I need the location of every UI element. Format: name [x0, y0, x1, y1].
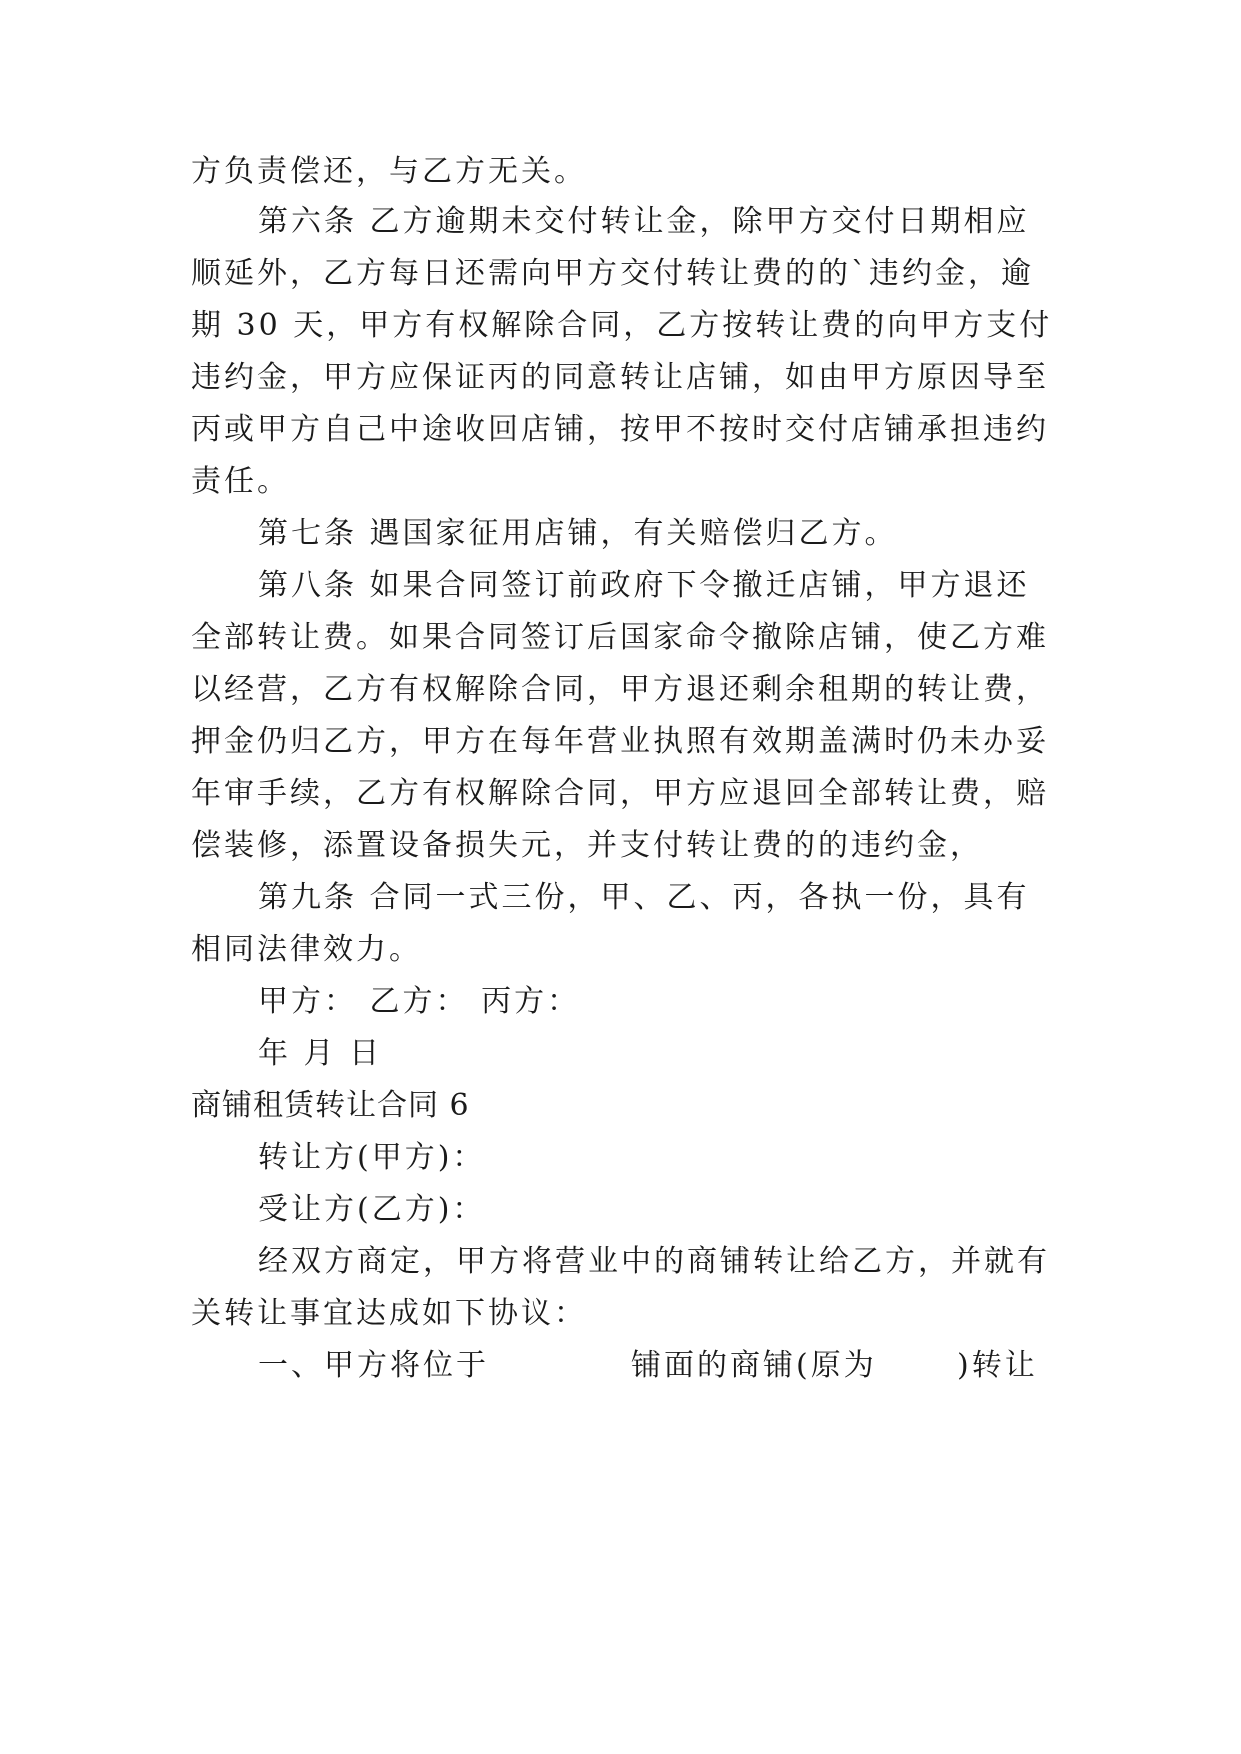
text-line: 押金仍归乙方，甲方在每年营业执照有效期盖满时仍未办妥	[191, 724, 1049, 759]
text-line: 违约金，甲方应保证丙的同意转让店铺，如由甲方原因导至	[191, 360, 1049, 395]
article-6-heading-line: 第六条 乙方逾期未交付转让金，除甲方交付日期相应	[258, 204, 1030, 239]
text-line: 顺延外，乙方每日还需向甲方交付转让费的的`违约金，逾	[191, 256, 1034, 291]
article-8-heading-line: 第八条 如果合同签订前政府下令撤迁店铺，甲方退还	[258, 568, 1030, 603]
transferee-line: 受让方(乙方)：	[258, 1192, 486, 1227]
article-9-heading-line: 第九条 合同一式三份，甲、乙、丙，各执一份，具有	[258, 880, 1030, 915]
text-line: 相同法律效力。	[191, 932, 422, 967]
clause-1-start: 一、甲方将位于	[258, 1348, 489, 1383]
text-line: 方负责偿还，与乙方无关。	[191, 154, 587, 189]
agreement-intro-line: 经双方商定，甲方将营业中的商铺转让给乙方，并就有	[258, 1244, 1050, 1279]
text-line: 年审手续，乙方有权解除合同，甲方应退回全部转让费，赔	[191, 776, 1049, 811]
text-line: 期 30 天，甲方有权解除合同，乙方按转让费的向甲方支付	[191, 308, 1053, 343]
clause-1-middle: 铺面的商铺(原为	[631, 1348, 877, 1383]
contract-title: 商铺租赁转让合同 6	[191, 1088, 470, 1123]
article-7-line: 第七条 遇国家征用店铺，有关赔偿归乙方。	[258, 516, 898, 551]
text-line: 全部转让费。如果合同签订后国家命令撤除店铺，使乙方难	[191, 620, 1049, 655]
text-line: 以经营，乙方有权解除合同，甲方退还剩余租期的转让费，	[191, 672, 1049, 707]
text-line: 偿装修，添置设备损失元，并支付转让费的的违约金，	[191, 828, 983, 863]
signature-date-line: 年 月 日	[258, 1036, 383, 1071]
text-line: 关转让事宜达成如下协议：	[191, 1296, 587, 1331]
clause-1-end: )转让	[957, 1348, 1038, 1383]
text-line: 责任。	[191, 464, 290, 499]
text-line: 丙或甲方自己中途收回店铺，按甲不按时交付店铺承担违约	[191, 412, 1049, 447]
transferor-line: 转让方(甲方)：	[258, 1140, 486, 1175]
signature-parties-line: 甲方： 乙方： 丙方：	[258, 984, 581, 1019]
